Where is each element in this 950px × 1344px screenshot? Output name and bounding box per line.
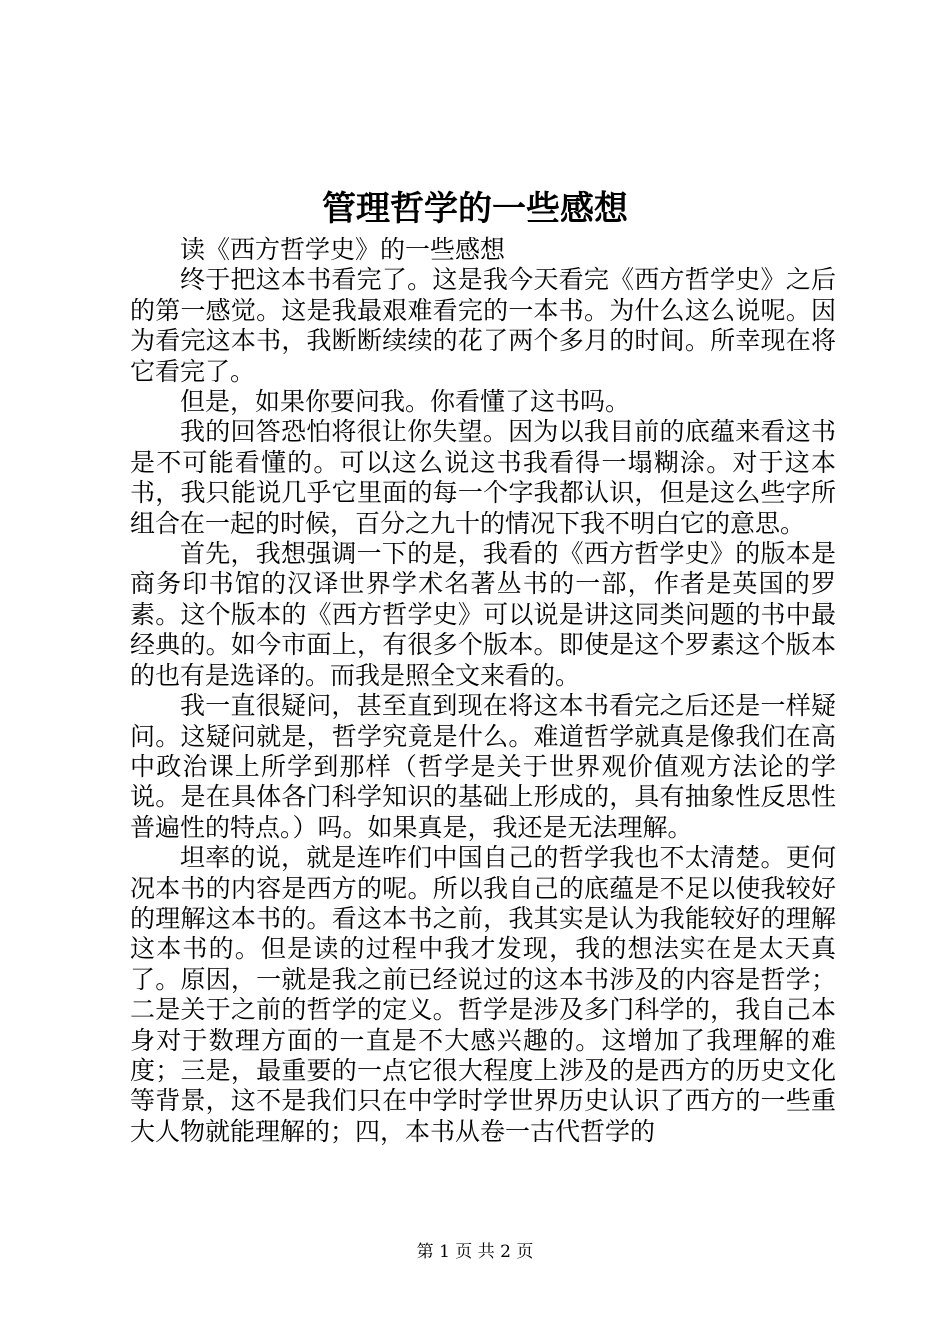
paragraph: 我的回答恐怕将很让你失望。因为以我目前的底蕴来看这书是不可能看懂的。可以这么说这书我看得一塌糊涂。对于这本书，我只能说几乎它里面的每一个字我都认识，但是这么些字所组合在一起的时候，百分之九十的情况下我不明白它的意思。 — [130, 417, 836, 538]
page-number-footer: 第 1 页 共 2 页 — [416, 1242, 534, 1262]
paragraph: 终于把这本书看完了。这是我今天看完《西方哲学史》之后的第一感觉。这是我最艰难看完的一本书。为什么这么说呢。因为看完这本书，我断断续续的花了两个多月的时间。所幸现在将它看完了。 — [130, 265, 836, 386]
paragraph: 坦率的说，就是连咋们中国自己的哲学我也不太清楚。更何况本书的内容是西方的呢。所以我自己的底蕴是不足以使我较好的理解这本书的。看这本书之前，我其实是认为我能较好的理解这本书的。但是读的过程中我才发现，我的想法实在是太天真了。原因，一就是我之前已经说过的这本书涉及的内容是哲学；二是关于之前的哲学的定义。哲学是涉及多门科学的，我自己本身对于数理方面的一直是不大感兴趣的。这增加了我理解的难度；三是，最重要的一点它很大程度上涉及的是西方的历史文化等背景，这不是我们只在中学时学世界历史认识了西方的一些重大人物就能理解的；四，本书从卷一古代哲学的 — [130, 843, 836, 1146]
document-body — [130, 235, 836, 1147]
paragraph-subtitle: 读《西方哲学史》的一些感想 — [180, 235, 506, 264]
paragraph: 但是，如果你要问我。你看懂了这书吗。 — [180, 387, 631, 417]
paragraph: 首先，我想强调一下的是，我看的《西方哲学史》的版本是商务印书馆的汉译世界学术名著丛书的一部，作者是英国的罗素。这个版本的《西方哲学史》可以说是讲这同类问题的书中最经典的。如今市面上，有很多个版本。即使是这个罗素这个版本的也有是选译的。而我是照全文来看的。 — [130, 539, 836, 690]
paragraph: 我一直很疑问，甚至直到现在将这本书看完之后还是一样疑问。这疑问就是，哲学究竟是什么。难道哲学就真是像我们在高中政治课上所学到那样（哲学是关于世界观价值观方法论的学说。是在具体各门科学知识的基础上形成的，具有抽象性反思性普遍性的特点。）吗。如果真是，我还是无法理解。 — [130, 691, 836, 842]
document-title: 管理哲学的一些感想 — [322, 189, 628, 229]
